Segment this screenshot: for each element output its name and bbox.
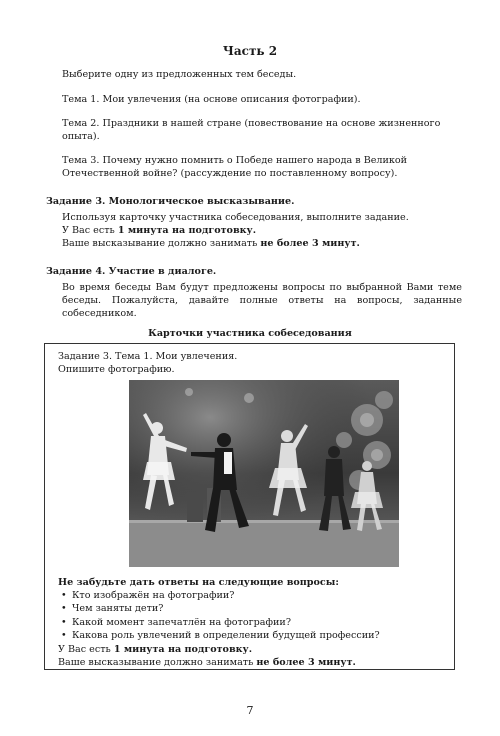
- task4-heading: Задание 4. Участие в диалоге.: [46, 266, 217, 277]
- card-title: Карточки участника собеседования: [148, 328, 352, 339]
- questions-heading: Не забудьте дать ответы на следующие вопросы:: [58, 577, 339, 588]
- card-limit-line: Ваше высказывание должно занимать не более 3 минут.: [58, 657, 356, 668]
- instruction: Выберите одну из предложенных тем беседы.: [62, 69, 297, 80]
- question-item: • Кто изображён на фотографии?: [60, 589, 440, 602]
- task3-heading: Задание 3. Монологическое высказывание.: [46, 196, 295, 207]
- task3-line1: Используя карточку участника собеседования, выполните задание.: [62, 212, 409, 223]
- card-describe: Опишите фотографию.: [58, 364, 175, 375]
- part-title: Часть 2: [222, 44, 278, 58]
- question-item: • Какой момент запечатлён на фотографии?: [60, 616, 440, 629]
- task3-line3: Ваше высказывание должно занимать не более 3 минут.: [62, 238, 360, 249]
- theme-1: Тема 1. Мои увлечения (на основе описания фотографии).: [62, 94, 361, 105]
- page-number: 7: [246, 704, 254, 717]
- questions-list: [60, 589, 440, 642]
- question-item: • Какова роль увлечений в определении будущей профессии?: [60, 629, 440, 642]
- task4-text: Во время беседы Вам будут предложены вопросы по выбранной Вами теме беседы. Пожалуйста, давайте полные ответы на вопросы, заданные собеседником.: [62, 282, 462, 319]
- theme-2: Тема 2. Праздники в нашей стране (повествование на основе жизненного опыта).: [62, 118, 441, 142]
- card-prep-line: У Вас есть 1 минута на подготовку.: [58, 644, 253, 655]
- task3-line2: У Вас есть 1 минута на подготовку.: [62, 225, 257, 236]
- card-task-line: Задание 3. Тема 1. Мои увлечения.: [58, 351, 238, 362]
- theme-3: Тема 3. Почему нужно помнить о Победе нашего народа в Великой Отечественной войне? (рассуждение по поставленному вопросу).: [62, 155, 408, 179]
- question-item: • Чем заняты дети?: [60, 602, 440, 615]
- task3-text: [62, 211, 462, 250]
- dance-photo: [129, 380, 399, 567]
